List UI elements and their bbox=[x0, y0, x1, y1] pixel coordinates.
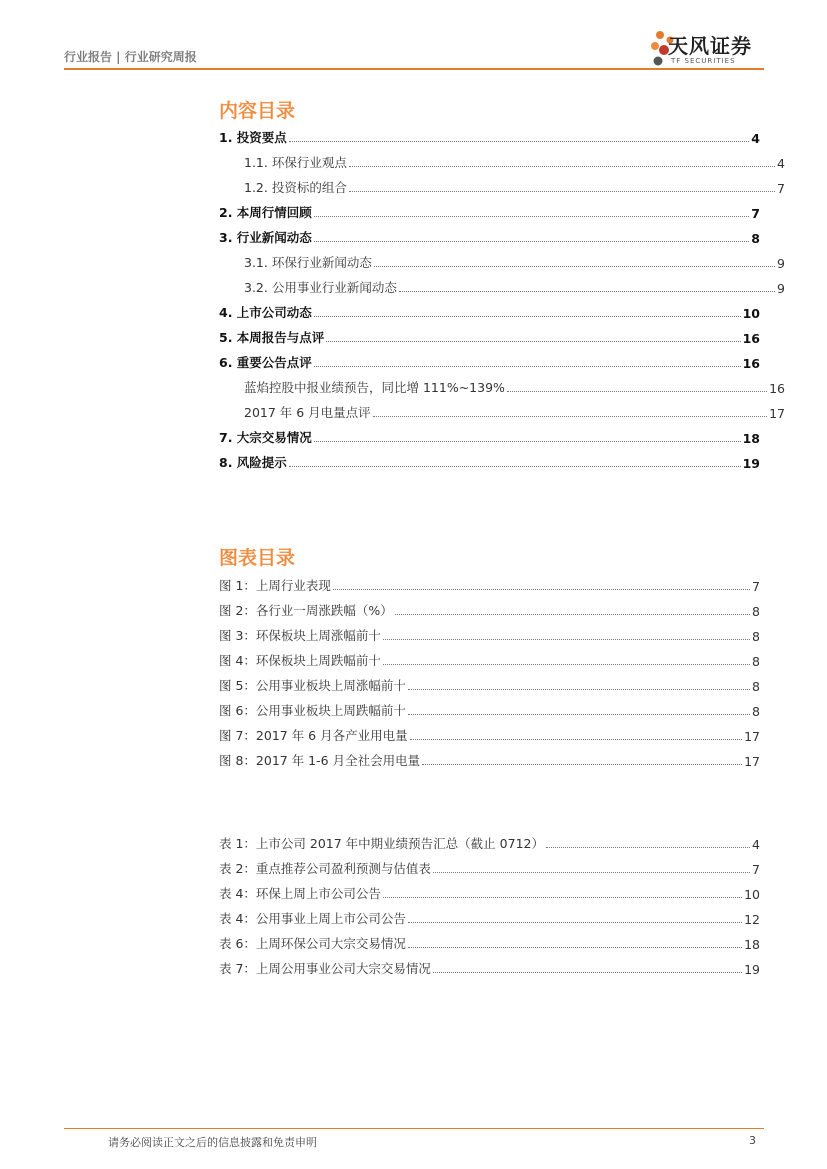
entry-label: 7. 大宗交易情况 bbox=[219, 430, 312, 445]
entry-label: 3.1. 环保行业新闻动态 bbox=[244, 255, 372, 270]
dot-leader bbox=[507, 391, 767, 392]
entry-label: 图 1：上周行业表现 bbox=[219, 578, 331, 593]
entry-label: 图 5：公用事业板块上周涨幅前十 bbox=[219, 678, 406, 693]
entry-page-number: 9 bbox=[777, 281, 785, 296]
dot-leader bbox=[408, 714, 750, 715]
entry-label: 4. 上市公司动态 bbox=[219, 305, 312, 320]
footer-disclaimer: 请务必阅读正文之后的信息披露和免责申明 bbox=[108, 1136, 317, 1149]
dot-leader bbox=[289, 141, 749, 142]
dot-leader bbox=[349, 166, 775, 167]
dot-leader bbox=[374, 266, 775, 267]
toc-entry[interactable] bbox=[219, 626, 760, 644]
entry-label: 1.2. 投资标的组合 bbox=[244, 180, 347, 195]
logo-text-en: TF SECURITIES bbox=[671, 57, 736, 65]
entry-label: 表 4：环保上周上市公司公告 bbox=[219, 886, 381, 901]
entry-label: 8. 风险提示 bbox=[219, 455, 287, 470]
toc-entry[interactable] bbox=[219, 651, 760, 669]
entry-page-number: 8 bbox=[752, 629, 760, 644]
toc-entry[interactable] bbox=[219, 278, 785, 296]
toc-entry[interactable] bbox=[219, 328, 760, 346]
entry-page-number: 10 bbox=[744, 887, 760, 902]
logo-text-cn: 天风证券 bbox=[668, 34, 752, 58]
toc-entry[interactable] bbox=[219, 959, 760, 977]
dot-leader bbox=[395, 614, 750, 615]
toc-entry[interactable] bbox=[219, 676, 760, 694]
dot-leader bbox=[408, 947, 742, 948]
toc-entry[interactable] bbox=[219, 601, 760, 619]
toc-entry[interactable] bbox=[219, 228, 760, 246]
entry-page-number: 17 bbox=[744, 729, 760, 744]
toc-entry[interactable] bbox=[219, 403, 785, 421]
entry-label: 表 2：重点推荐公司盈利预测与估值表 bbox=[219, 861, 431, 876]
entry-label: 5. 本周报告与点评 bbox=[219, 330, 325, 345]
toc-entry[interactable] bbox=[219, 303, 760, 321]
dot-leader bbox=[314, 241, 749, 242]
dot-leader bbox=[422, 764, 742, 765]
dot-leader bbox=[314, 216, 749, 217]
toc-entry[interactable] bbox=[219, 834, 760, 852]
entry-page-number: 8 bbox=[752, 604, 760, 619]
dot-leader bbox=[410, 739, 742, 740]
entry-page-number: 8 bbox=[752, 679, 760, 694]
entry-page-number: 7 bbox=[752, 862, 760, 877]
entry-label: 图 4：环保板块上周跌幅前十 bbox=[219, 653, 381, 668]
dot-leader bbox=[408, 922, 742, 923]
entry-page-number: 4 bbox=[751, 131, 760, 146]
toc-entry[interactable] bbox=[219, 934, 760, 952]
entry-label: 1. 投资要点 bbox=[219, 130, 287, 145]
entry-page-number: 7 bbox=[751, 206, 760, 221]
entry-page-number: 16 bbox=[742, 356, 760, 371]
toc-entry[interactable] bbox=[219, 909, 760, 927]
entry-label: 表 6：上周环保公司大宗交易情况 bbox=[219, 936, 406, 951]
toc-entry[interactable] bbox=[219, 153, 785, 171]
entry-page-number: 18 bbox=[742, 431, 760, 446]
entry-label: 3.2. 公用事业行业新闻动态 bbox=[244, 280, 397, 295]
entry-page-number: 19 bbox=[742, 456, 760, 471]
entry-page-number: 16 bbox=[742, 331, 760, 346]
entry-label: 表 1：上市公司 2017 年中期业绩预告汇总（截止 0712） bbox=[219, 836, 544, 851]
toc-entry[interactable] bbox=[219, 178, 785, 196]
toc-entry[interactable] bbox=[219, 884, 760, 902]
entry-page-number: 18 bbox=[744, 937, 760, 952]
page-number: 3 bbox=[749, 1134, 756, 1147]
dot-leader bbox=[408, 689, 750, 690]
dot-leader bbox=[349, 191, 775, 192]
dot-leader bbox=[289, 466, 741, 467]
entry-label: 6. 重要公告点评 bbox=[219, 355, 312, 370]
header-divider bbox=[64, 68, 764, 70]
entry-label: 2017 年 6 月电量点评 bbox=[244, 405, 371, 420]
toc-title: 内容目录 bbox=[219, 100, 296, 122]
dot-leader bbox=[383, 639, 750, 640]
dot-leader bbox=[326, 341, 740, 342]
entry-label: 图 2：各行业一周涨跌幅（%） bbox=[219, 603, 393, 618]
entry-label: 1.1. 环保行业观点 bbox=[244, 155, 347, 170]
entry-page-number: 17 bbox=[744, 754, 760, 769]
entry-page-number: 9 bbox=[777, 256, 785, 271]
entry-label: 图 6：公用事业板块上周跌幅前十 bbox=[219, 703, 406, 718]
toc-entry[interactable] bbox=[219, 253, 785, 271]
dot-leader bbox=[433, 972, 742, 973]
dot-leader bbox=[314, 366, 741, 367]
dot-leader bbox=[383, 897, 742, 898]
entry-label: 图 8：2017 年 1-6 月全社会用电量 bbox=[219, 753, 421, 768]
entry-page-number: 7 bbox=[777, 181, 785, 196]
entry-label: 3. 行业新闻动态 bbox=[219, 230, 312, 245]
dot-leader bbox=[433, 872, 750, 873]
toc-entry[interactable] bbox=[219, 353, 760, 371]
entry-label: 2. 本周行情回顾 bbox=[219, 205, 312, 220]
toc-entry[interactable] bbox=[219, 378, 785, 396]
toc-entry[interactable] bbox=[219, 128, 760, 146]
entry-page-number: 4 bbox=[777, 156, 785, 171]
toc-entry[interactable] bbox=[219, 428, 760, 446]
entry-page-number: 8 bbox=[752, 704, 760, 719]
toc-entry[interactable] bbox=[219, 701, 760, 719]
dot-leader bbox=[373, 416, 767, 417]
dot-leader bbox=[333, 589, 750, 590]
entry-label: 表 4：公用事业上周上市公司公告 bbox=[219, 911, 406, 926]
entry-page-number: 10 bbox=[742, 306, 760, 321]
entry-page-number: 12 bbox=[744, 912, 760, 927]
entry-label: 图 7：2017 年 6 月各产业用电量 bbox=[219, 728, 408, 743]
dot-leader bbox=[546, 847, 750, 848]
dot-leader bbox=[399, 291, 775, 292]
entry-page-number: 17 bbox=[769, 406, 785, 421]
entry-page-number: 19 bbox=[744, 962, 760, 977]
header-category: 行业报告 | 行业研究周报 bbox=[64, 50, 197, 64]
entry-page-number: 16 bbox=[769, 381, 785, 396]
toc-entry[interactable] bbox=[219, 726, 760, 744]
entry-page-number: 7 bbox=[752, 579, 760, 594]
toc-entry[interactable] bbox=[219, 576, 760, 594]
dot-leader bbox=[314, 316, 741, 317]
entry-label: 蓝焰控股中报业绩预告，同比增 111%~139% bbox=[244, 380, 505, 395]
toc-entry[interactable] bbox=[219, 203, 760, 221]
footer-divider bbox=[64, 1128, 764, 1129]
toc-entry[interactable] bbox=[219, 859, 760, 877]
figures-title: 图表目录 bbox=[219, 547, 296, 569]
entry-label: 图 3：环保板块上周涨幅前十 bbox=[219, 628, 381, 643]
entry-page-number: 8 bbox=[752, 654, 760, 669]
dot-leader bbox=[383, 664, 750, 665]
toc-entry[interactable] bbox=[219, 453, 760, 471]
entry-page-number: 4 bbox=[752, 837, 760, 852]
dot-leader bbox=[314, 441, 741, 442]
entry-label: 表 7：上周公用事业公司大宗交易情况 bbox=[219, 961, 431, 976]
entry-page-number: 8 bbox=[751, 231, 760, 246]
toc-entry[interactable] bbox=[219, 751, 760, 769]
